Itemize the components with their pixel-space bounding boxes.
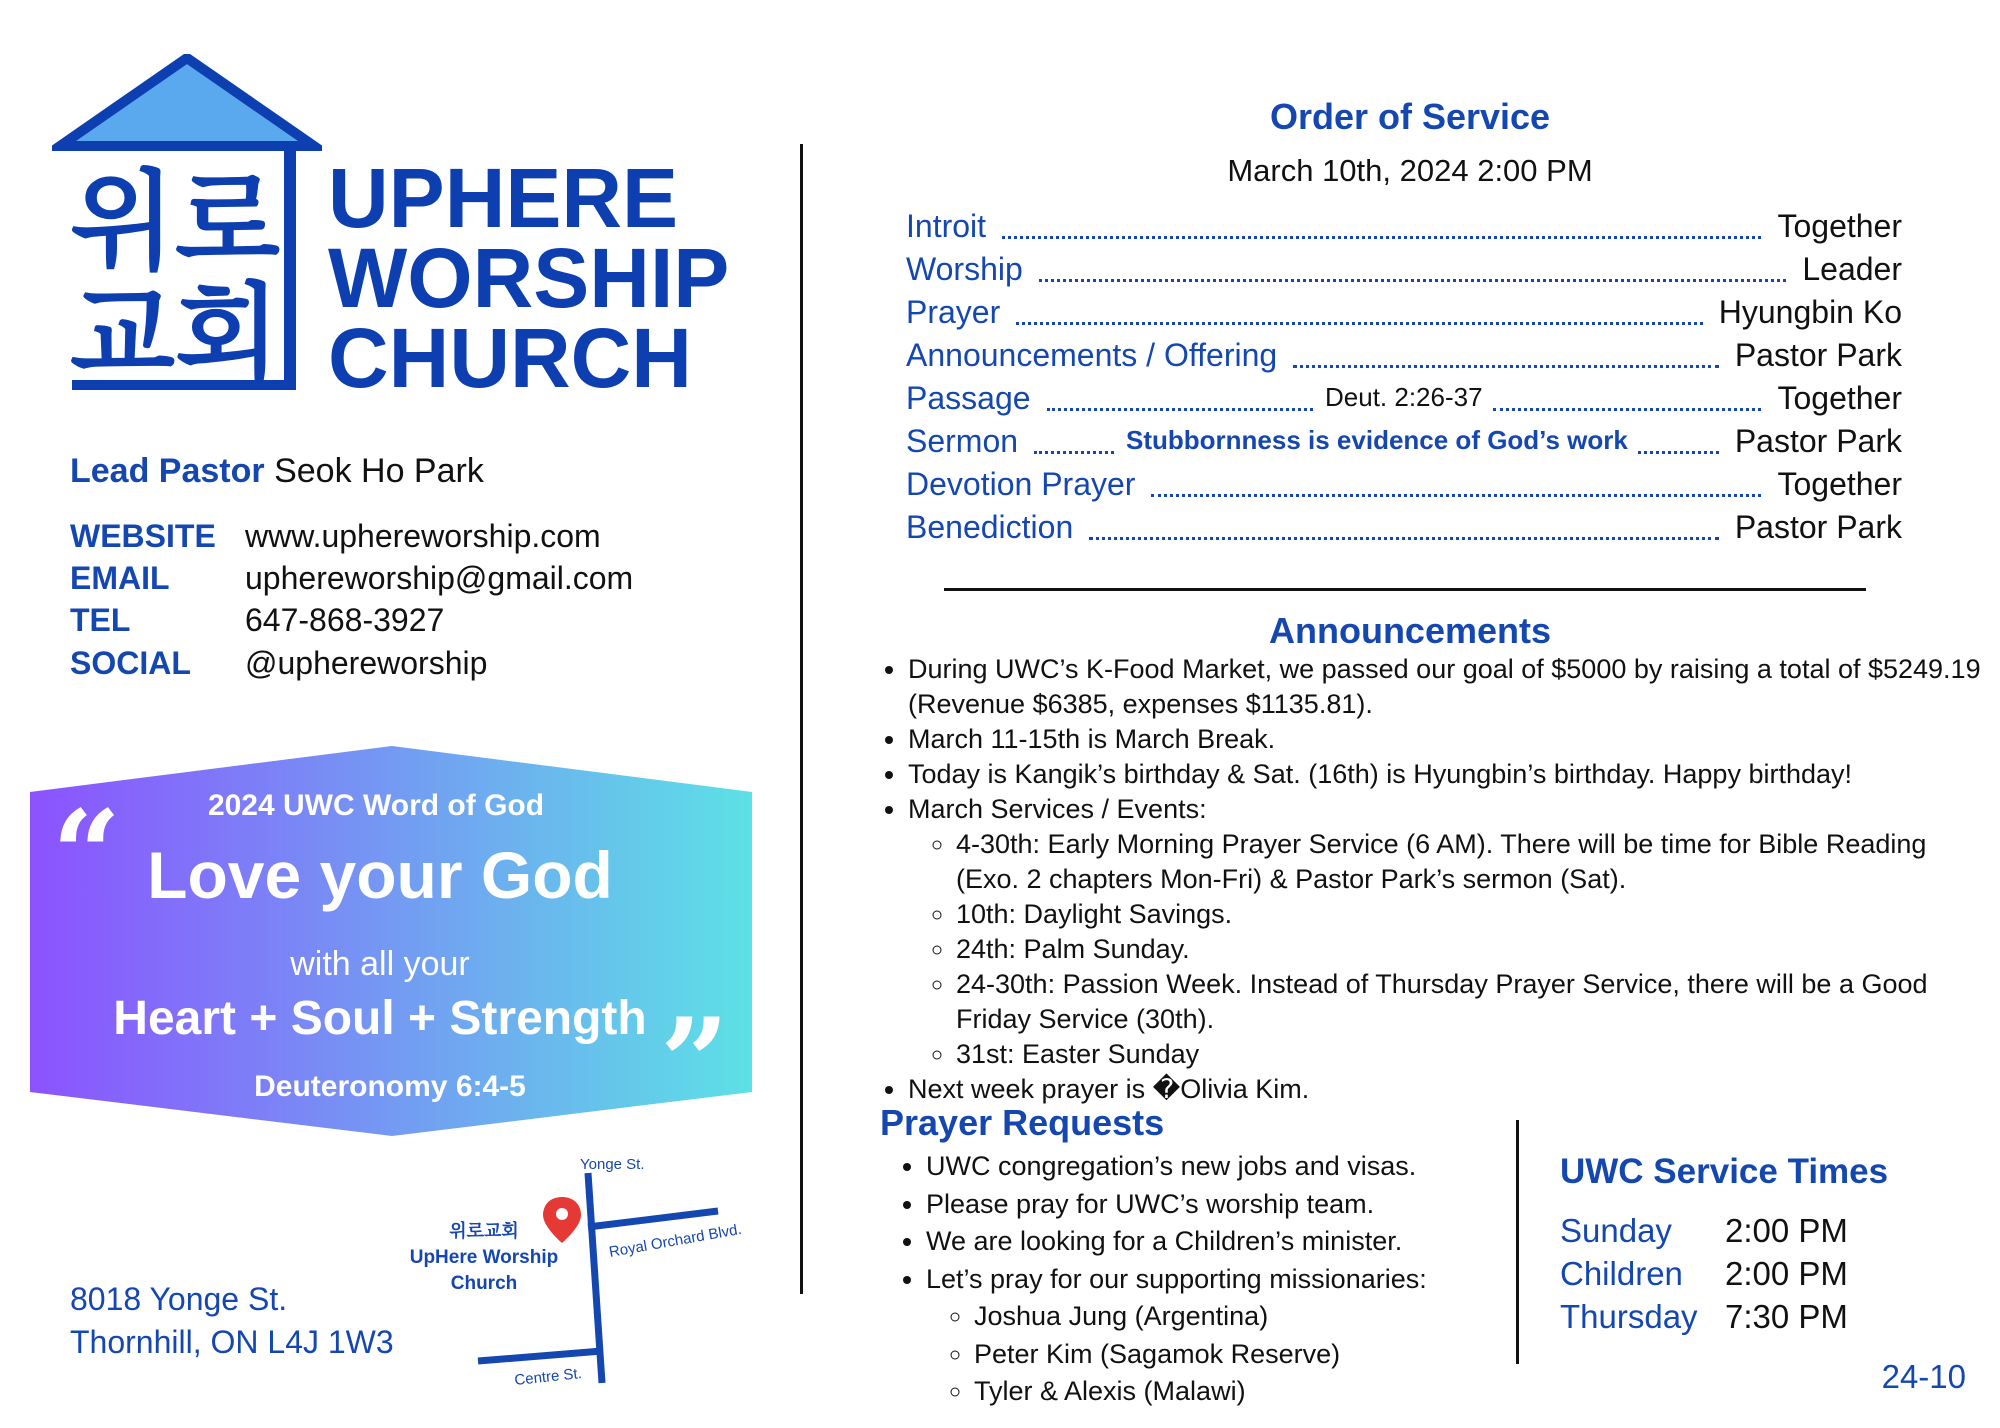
service-time: 2:00 PM xyxy=(1725,1255,1848,1292)
dotted-leader xyxy=(1047,408,1313,411)
list-item: • UWC congregation’s new jobs and visas. xyxy=(926,1148,1546,1186)
service-item-row xyxy=(906,251,1902,291)
service-item-row xyxy=(906,509,1902,549)
list-item: • We are looking for a Children’s minister. xyxy=(926,1223,1546,1261)
service-item-name: Introit xyxy=(906,208,987,244)
service-item-row xyxy=(906,294,1902,334)
events-list xyxy=(908,827,1988,1072)
lead-pastor xyxy=(70,452,484,491)
dotted-leader xyxy=(1002,236,1761,239)
location-map[interactable] xyxy=(400,1145,770,1405)
map-marker-name-1: UpHere Worship xyxy=(409,1247,559,1268)
address-line-2: Thornhill, ON L4J 1W3 xyxy=(70,1324,394,1360)
map-marker-name-2: Church xyxy=(450,1273,518,1294)
church-name-line-3: CHURCH xyxy=(328,311,692,405)
list-item: • Today is Kangik’s birthday & Sat. (16th) is Hyungbin’s birthday. Happy birthday! xyxy=(908,757,1988,792)
service-item-row xyxy=(906,423,1902,463)
dotted-leader xyxy=(1034,451,1114,454)
service-item-name: Passage xyxy=(906,380,1031,416)
dotted-leader xyxy=(1151,494,1761,497)
service-day: Children xyxy=(1560,1255,1683,1292)
close-quote-icon: ” xyxy=(660,992,730,1133)
list-item xyxy=(926,1261,1546,1411)
announcements-list xyxy=(876,652,1988,1107)
dotted-leader xyxy=(1293,365,1719,368)
service-item-leader: Together xyxy=(1777,380,1902,416)
dotted-leader xyxy=(1493,408,1761,411)
street-yonge: Yonge St. xyxy=(580,1156,645,1173)
service-time-row xyxy=(1560,1255,1848,1293)
map-marker-korean: 위로교회 xyxy=(449,1221,519,1242)
service-item-leader: Pastor Park xyxy=(1734,337,1902,373)
church-address xyxy=(70,1278,394,1364)
service-item-name: Benediction xyxy=(906,509,1074,545)
verse-line-1: Love your God xyxy=(147,838,613,912)
list-item: ◦ 10th: Daylight Savings. xyxy=(956,897,1988,932)
list-item: • During UWC’s K-Food Market, we passed our goal of $5000 by raising a total of $5249.19 (Revenue $6385, expenses $1135.81). xyxy=(908,652,1988,722)
verse-reference: Deuteronomy 6:4-5 xyxy=(254,1070,526,1103)
website-link[interactable]: www.uphereworship.com xyxy=(245,518,601,554)
street-centre: Centre St. xyxy=(513,1365,583,1389)
prayer-requests-title: Prayer Requests xyxy=(880,1102,1165,1143)
contact-label: EMAIL xyxy=(70,560,170,596)
missionaries-list xyxy=(926,1298,1546,1411)
list-item: ◦ Joshua Jung (Argentina) xyxy=(974,1298,1546,1336)
service-item-leader: Hyungbin Ko xyxy=(1718,294,1902,330)
lead-pastor-label: Lead Pastor xyxy=(70,452,265,490)
prayer-requests-list xyxy=(894,1148,1546,1411)
list-item: ◦ 24th: Palm Sunday. xyxy=(956,932,1988,967)
service-time-row xyxy=(1560,1298,1848,1336)
verse-heading: 2024 UWC Word of God xyxy=(207,789,545,822)
contact-tel xyxy=(70,602,444,639)
service-item-name: Devotion Prayer xyxy=(906,466,1136,502)
verse-banner xyxy=(30,746,752,1136)
list-item: • Next week prayer is �Olivia Kim. xyxy=(908,1072,1988,1107)
service-item-row xyxy=(906,337,1902,377)
list-item: ◦ 24-30th: Passion Week. Instead of Thursday Prayer Service, there will be a Good Friday Service (30th). xyxy=(956,967,1988,1037)
service-item-name: Announcements / Offering xyxy=(906,337,1278,373)
service-time-row xyxy=(1560,1212,1848,1250)
contact-email xyxy=(70,560,633,597)
street-royal-orchard: Royal Orchard Blvd. xyxy=(607,1220,743,1261)
service-item-row xyxy=(906,466,1902,506)
service-item-leader: Together xyxy=(1777,466,1902,502)
open-quote-icon: “ xyxy=(52,784,122,925)
service-item-name: Prayer xyxy=(906,294,1001,330)
service-time: 7:30 PM xyxy=(1725,1298,1848,1335)
passage-reference: Deut. 2:26-37 xyxy=(1325,382,1483,412)
dotted-leader xyxy=(1016,322,1703,325)
service-item-leader: Together xyxy=(1777,208,1902,244)
service-day: Sunday xyxy=(1560,1212,1672,1249)
church-name-line-2: WORSHIP xyxy=(328,231,730,325)
missionaries-heading: Let’s pray for our supporting missionaries: xyxy=(926,1263,1427,1294)
service-times-title: UWC Service Times xyxy=(1560,1152,1889,1191)
service-item-row xyxy=(906,208,1902,248)
horizontal-divider xyxy=(944,588,1866,591)
verse-line-2: with all your xyxy=(290,945,470,983)
address-line-1: 8018 Yonge St. xyxy=(70,1281,288,1317)
service-time: 2:00 PM xyxy=(1725,1212,1848,1249)
service-item-leader: Pastor Park xyxy=(1734,423,1902,459)
dotted-leader xyxy=(1089,537,1719,540)
contact-social xyxy=(70,645,487,682)
column-divider xyxy=(800,144,803,1294)
list-item: • March 11-15th is March Break. xyxy=(908,722,1988,757)
service-item-name: Worship xyxy=(906,251,1023,287)
order-of-service-title: Order of Service xyxy=(1269,96,1551,137)
phone-link[interactable]: 647-868-3927 xyxy=(245,602,445,638)
service-item-row xyxy=(906,380,1902,420)
social-handle: @uphereworship xyxy=(245,645,488,681)
location-pin-icon xyxy=(543,1197,581,1243)
list-item xyxy=(908,792,1988,1072)
dotted-leader xyxy=(1039,279,1786,282)
contact-label: WEBSITE xyxy=(70,518,216,554)
contact-label: TEL xyxy=(70,602,131,638)
list-item: ◦ Tyler & Alexis (Malawi) xyxy=(974,1373,1546,1411)
events-heading: March Services / Events: xyxy=(908,794,1207,824)
dotted-leader xyxy=(1638,451,1719,454)
service-item-leader: Leader xyxy=(1802,251,1902,287)
announcements-title: Announcements xyxy=(1268,610,1552,651)
email-link[interactable]: uphereworship@gmail.com xyxy=(245,560,634,596)
contact-label: SOCIAL xyxy=(70,645,191,681)
service-date: March 10th, 2024 2:00 PM xyxy=(1227,153,1593,188)
service-day: Thursday xyxy=(1560,1298,1698,1335)
logo-korean-bottom: 교회 xyxy=(70,273,280,394)
service-item-leader: Pastor Park xyxy=(1734,509,1902,545)
verse-line-3: Heart + Soul + Strength xyxy=(113,992,647,1045)
lead-pastor-name: Seok Ho Park xyxy=(274,452,484,490)
contact-website xyxy=(70,518,601,555)
logo-korean-top: 위로 xyxy=(70,160,280,285)
church-name-line-1: UPHERE xyxy=(328,151,679,245)
list-item: ◦ 4-30th: Early Morning Prayer Service (6 AM). There will be time for Bible Reading (Exo. 2 chapters Mon-Fri) & Pastor Park’s sermon (Sat). xyxy=(956,827,1988,897)
bulletin-code: 24-10 xyxy=(1881,1358,1966,1395)
list-item: ◦ Peter Kim (Sagamok Reserve) xyxy=(974,1336,1546,1374)
list-item: ◦ 31st: Easter Sunday xyxy=(956,1037,1988,1072)
service-item-name: Sermon xyxy=(906,423,1019,459)
list-item: • Please pray for UWC’s worship team. xyxy=(926,1186,1546,1224)
church-logo xyxy=(52,54,322,394)
sermon-title: Stubbornness is evidence of God’s work xyxy=(1126,425,1628,455)
